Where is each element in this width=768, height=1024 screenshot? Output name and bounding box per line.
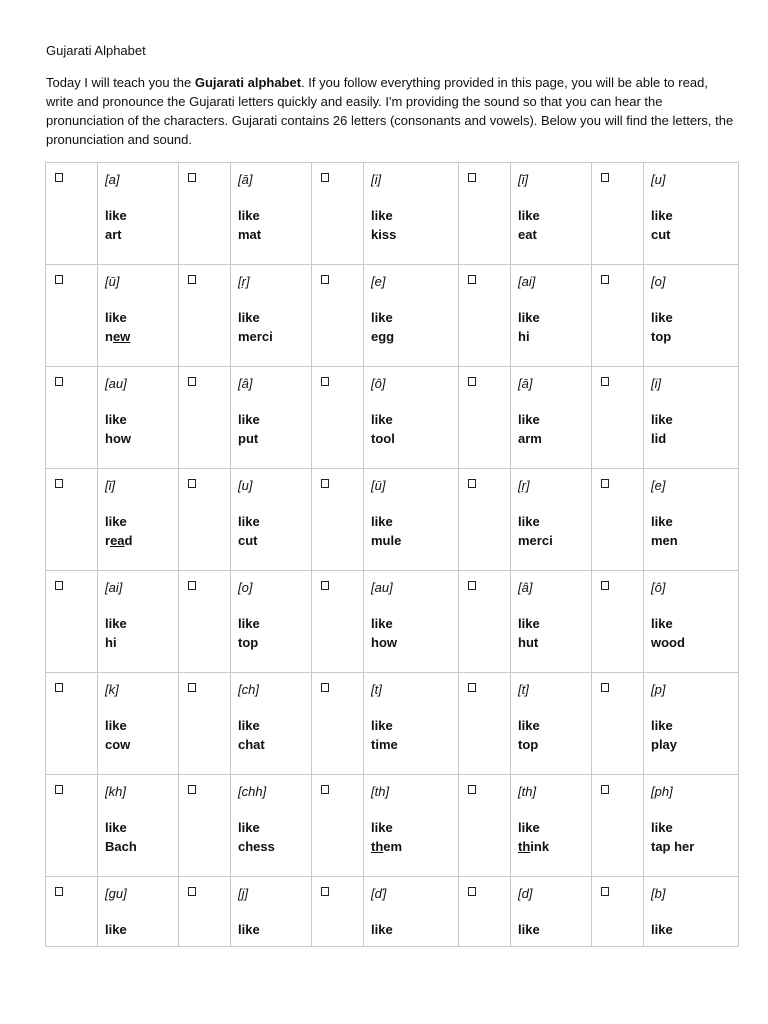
example-word: hi — [105, 635, 117, 650]
like-label: like — [371, 820, 393, 835]
missing-glyph-icon — [321, 275, 329, 284]
like-label: like — [518, 412, 540, 427]
missing-glyph-icon — [321, 173, 329, 182]
missing-glyph-icon — [601, 683, 609, 692]
missing-glyph-icon — [55, 479, 63, 488]
sound-label: [ī] — [105, 478, 116, 493]
letter-cell — [46, 775, 98, 877]
missing-glyph-icon — [468, 581, 476, 590]
table-row — [46, 571, 739, 673]
example-word: cut — [651, 227, 671, 242]
sound-label: [th] — [371, 784, 390, 799]
sound-label: [â] — [238, 376, 253, 391]
pronunciation-cell — [511, 367, 592, 469]
sound-label: [ā] — [518, 376, 533, 391]
missing-glyph-icon — [601, 581, 609, 590]
intro-text-1: Today I will teach you the — [46, 75, 195, 90]
example-word: mule — [371, 533, 402, 548]
example-word: how — [371, 635, 397, 650]
sound-label: [u] — [238, 478, 253, 493]
example-word-part: r — [105, 533, 111, 548]
sound-label: [chh] — [238, 784, 267, 799]
letter-cell — [592, 265, 644, 367]
sound-label: [ū] — [371, 478, 386, 493]
missing-glyph-icon — [188, 377, 196, 386]
like-label: like — [651, 514, 673, 529]
sound-label: [k] — [105, 682, 119, 697]
like-label: like — [238, 208, 260, 223]
example-word: time — [371, 737, 398, 752]
example-word-underlined: th — [518, 839, 531, 854]
letter-cell — [312, 469, 364, 571]
missing-glyph-icon — [468, 377, 476, 386]
missing-glyph-icon — [601, 275, 609, 284]
sound-label: [i] — [371, 172, 382, 187]
sound-label: [th] — [518, 784, 537, 799]
letter-cell — [46, 265, 98, 367]
pronunciation-cell — [231, 469, 312, 571]
intro-text-2: . If you follow everything provided in this page, you will be able to read, write and pronounce the Gujarati letters quickly and easily. I'm providing the sound so that you can hear the pronunciation of the characters. Gujarati contains 26 letters (consonants and vowels). Below you will find the letters, the pronunciation and sound. — [46, 75, 734, 147]
missing-glyph-icon — [321, 887, 329, 896]
letter-cell — [46, 673, 98, 775]
pronunciation-cell — [364, 469, 459, 571]
pronunciation-cell — [231, 571, 312, 673]
missing-glyph-icon — [55, 887, 63, 896]
like-label: like — [651, 718, 673, 733]
example-word: chat — [238, 737, 265, 752]
sound-label: [e] — [651, 478, 666, 493]
sound-label: [ā] — [238, 172, 253, 187]
letter-cell — [46, 571, 98, 673]
example-word: art — [105, 227, 122, 242]
example-word: hi — [518, 329, 530, 344]
letter-cell — [179, 877, 231, 947]
pronunciation-cell — [511, 673, 592, 775]
sound-label: [ai] — [105, 580, 123, 595]
table-row — [46, 673, 739, 775]
sound-label: [i] — [651, 376, 662, 391]
pronunciation-cell — [231, 265, 312, 367]
letter-cell — [592, 469, 644, 571]
missing-glyph-icon — [601, 479, 609, 488]
like-label: like — [371, 514, 393, 529]
letter-cell — [459, 673, 511, 775]
pronunciation-cell — [644, 877, 739, 947]
page-title: Gujarati Alphabet — [46, 43, 146, 58]
example-word: lid — [651, 431, 667, 446]
sound-label: [â] — [518, 580, 533, 595]
pronunciation-cell — [364, 571, 459, 673]
example-word: Bach — [105, 839, 137, 854]
pronunciation-cell — [644, 673, 739, 775]
table-row — [46, 469, 739, 571]
letter-cell — [459, 877, 511, 947]
pronunciation-cell — [511, 775, 592, 877]
sound-label: [ph] — [651, 784, 673, 799]
alphabet-table — [45, 162, 739, 947]
example-word: tool — [371, 431, 395, 446]
sound-label: [au] — [105, 376, 127, 391]
like-label: like — [518, 514, 540, 529]
missing-glyph-icon — [55, 581, 63, 590]
example-word: mat — [238, 227, 262, 242]
example-word: cow — [105, 737, 131, 752]
sound-label: [gu] — [105, 886, 127, 901]
missing-glyph-icon — [601, 785, 609, 794]
example-word: men — [651, 533, 678, 548]
pronunciation-cell — [511, 163, 592, 265]
letter-cell — [592, 673, 644, 775]
example-word: top — [518, 737, 539, 752]
example-word-underlined: th — [371, 839, 384, 854]
like-label: like — [238, 820, 260, 835]
pronunciation-cell — [364, 367, 459, 469]
pronunciation-cell — [364, 265, 459, 367]
missing-glyph-icon — [468, 887, 476, 896]
like-label: like — [651, 616, 673, 631]
missing-glyph-icon — [601, 377, 609, 386]
missing-glyph-icon — [188, 785, 196, 794]
like-label: like — [651, 820, 673, 835]
missing-glyph-icon — [188, 275, 196, 284]
pronunciation-cell — [98, 367, 179, 469]
example-word: egg — [371, 329, 395, 344]
sound-label: [b] — [651, 886, 666, 901]
sound-label: [j] — [238, 886, 249, 901]
like-label: like — [238, 922, 260, 937]
example-word-underlined: ea — [110, 533, 125, 548]
letter-cell — [459, 163, 511, 265]
like-label: like — [371, 616, 393, 631]
letter-cell — [592, 877, 644, 947]
like-label: like — [238, 718, 260, 733]
sound-label: [ṛ] — [518, 478, 530, 493]
like-label: like — [238, 514, 260, 529]
like-label: like — [371, 310, 393, 325]
letter-cell — [312, 673, 364, 775]
example-word-underlined: ew — [112, 329, 131, 344]
example-word: cut — [238, 533, 258, 548]
example-word — [518, 839, 591, 854]
sound-label: [a] — [105, 172, 120, 187]
example-word: kiss — [371, 227, 397, 242]
pronunciation-cell — [364, 163, 459, 265]
missing-glyph-icon — [321, 683, 329, 692]
example-word: top — [651, 329, 672, 344]
letter-cell — [592, 571, 644, 673]
pronunciation-cell — [644, 775, 739, 877]
letter-cell — [459, 367, 511, 469]
sound-label: [t] — [371, 682, 382, 697]
letter-cell — [459, 469, 511, 571]
like-label: like — [371, 412, 393, 427]
pronunciation-cell — [98, 163, 179, 265]
pronunciation-cell — [231, 877, 312, 947]
like-label: like — [518, 310, 540, 325]
like-label: like — [651, 412, 673, 427]
like-label: like — [518, 208, 540, 223]
letter-cell — [312, 265, 364, 367]
pronunciation-cell — [98, 265, 179, 367]
sound-label: [ai] — [518, 274, 536, 289]
table-row — [46, 265, 739, 367]
pronunciation-cell — [98, 877, 179, 947]
sound-label: [o] — [238, 580, 253, 595]
missing-glyph-icon — [55, 173, 63, 182]
letter-cell — [179, 367, 231, 469]
missing-glyph-icon — [55, 785, 63, 794]
pronunciation-cell — [231, 367, 312, 469]
missing-glyph-icon — [468, 479, 476, 488]
like-label: like — [105, 514, 127, 529]
letter-cell — [592, 163, 644, 265]
like-label: like — [105, 412, 127, 427]
missing-glyph-icon — [55, 683, 63, 692]
example-word — [105, 533, 178, 548]
example-word: eat — [518, 227, 537, 242]
like-label: like — [651, 922, 673, 937]
letter-cell — [46, 163, 98, 265]
sound-label: [d] — [518, 886, 533, 901]
pronunciation-cell — [644, 367, 739, 469]
like-label: like — [105, 616, 127, 631]
missing-glyph-icon — [188, 479, 196, 488]
letter-cell — [179, 469, 231, 571]
letter-cell — [46, 469, 98, 571]
like-label: like — [651, 208, 673, 223]
letter-cell — [312, 163, 364, 265]
like-label: like — [518, 616, 540, 631]
example-word — [371, 839, 458, 854]
pronunciation-cell — [364, 775, 459, 877]
sound-label: [ô] — [371, 376, 386, 391]
letter-cell — [46, 877, 98, 947]
letter-cell — [179, 673, 231, 775]
pronunciation-cell — [231, 775, 312, 877]
pronunciation-cell — [644, 163, 739, 265]
letter-cell — [312, 367, 364, 469]
sound-label: [p] — [651, 682, 666, 697]
sound-label: [ď] — [371, 886, 387, 901]
pronunciation-cell — [511, 265, 592, 367]
sound-label: [ī] — [518, 172, 529, 187]
pronunciation-cell — [231, 673, 312, 775]
letter-cell — [46, 367, 98, 469]
example-word: put — [238, 431, 259, 446]
missing-glyph-icon — [601, 887, 609, 896]
missing-glyph-icon — [188, 683, 196, 692]
sound-label: [kh] — [105, 784, 126, 799]
like-label: like — [651, 310, 673, 325]
example-word: merci — [518, 533, 553, 548]
example-word: play — [651, 737, 678, 752]
letter-cell — [179, 571, 231, 673]
pronunciation-cell — [98, 673, 179, 775]
pronunciation-cell — [644, 571, 739, 673]
missing-glyph-icon — [468, 275, 476, 284]
like-label: like — [518, 922, 540, 937]
sound-label: [o] — [651, 274, 666, 289]
sound-label: [ṛ] — [238, 274, 250, 289]
pronunciation-cell — [231, 163, 312, 265]
intro-bold-term: Gujarati alphabet — [194, 75, 302, 90]
missing-glyph-icon — [321, 785, 329, 794]
missing-glyph-icon — [321, 581, 329, 590]
example-word-part: d — [124, 533, 133, 548]
pronunciation-cell — [364, 673, 459, 775]
letter-cell — [179, 775, 231, 877]
missing-glyph-icon — [601, 173, 609, 182]
like-label: like — [105, 922, 127, 937]
sound-label: [au] — [371, 580, 393, 595]
sound-label: [ū] — [105, 274, 120, 289]
example-word: hut — [518, 635, 539, 650]
pronunciation-cell — [511, 877, 592, 947]
like-label: like — [238, 310, 260, 325]
letter-cell — [312, 877, 364, 947]
letter-cell — [459, 265, 511, 367]
table-row — [46, 775, 739, 877]
like-label: like — [105, 820, 127, 835]
pronunciation-cell — [644, 469, 739, 571]
pronunciation-cell — [511, 469, 592, 571]
missing-glyph-icon — [188, 173, 196, 182]
example-word: top — [238, 635, 259, 650]
sound-label: [e] — [371, 274, 386, 289]
sound-label: [u] — [651, 172, 666, 187]
letter-cell — [592, 775, 644, 877]
example-word: tap her — [651, 839, 695, 854]
pronunciation-cell — [98, 775, 179, 877]
example-word-part: em — [383, 839, 403, 854]
letter-cell — [179, 265, 231, 367]
example-word: wood — [651, 635, 685, 650]
table-row — [46, 367, 739, 469]
like-label: like — [371, 208, 393, 223]
missing-glyph-icon — [468, 173, 476, 182]
example-word: merci — [238, 329, 273, 344]
example-word — [105, 329, 178, 344]
letter-cell — [459, 775, 511, 877]
example-word-part: n — [105, 329, 113, 344]
missing-glyph-icon — [468, 683, 476, 692]
missing-glyph-icon — [55, 377, 63, 386]
like-label: like — [518, 820, 540, 835]
example-word: chess — [238, 839, 275, 854]
like-label: like — [371, 718, 393, 733]
sound-label: [ô] — [651, 580, 666, 595]
table-row — [46, 877, 739, 947]
sound-label: [ch] — [238, 682, 259, 697]
sound-label: [t] — [518, 682, 529, 697]
missing-glyph-icon — [321, 479, 329, 488]
example-word-part: ink — [530, 839, 550, 854]
like-label: like — [518, 718, 540, 733]
like-label: like — [105, 718, 127, 733]
pronunciation-cell — [98, 571, 179, 673]
letter-cell — [459, 571, 511, 673]
missing-glyph-icon — [468, 785, 476, 794]
like-label: like — [238, 616, 260, 631]
like-label: like — [238, 412, 260, 427]
like-label: like — [105, 310, 127, 325]
missing-glyph-icon — [188, 581, 196, 590]
example-word: arm — [518, 431, 542, 446]
example-word: how — [105, 431, 131, 446]
letter-cell — [312, 571, 364, 673]
missing-glyph-icon — [55, 275, 63, 284]
like-label: like — [371, 922, 393, 937]
pronunciation-cell — [364, 877, 459, 947]
like-label: like — [105, 208, 127, 223]
table-row — [46, 163, 739, 265]
letter-cell — [312, 775, 364, 877]
missing-glyph-icon — [321, 377, 329, 386]
pronunciation-cell — [98, 469, 179, 571]
missing-glyph-icon — [188, 887, 196, 896]
letter-cell — [179, 163, 231, 265]
intro-paragraph — [46, 73, 736, 149]
letter-cell — [592, 367, 644, 469]
pronunciation-cell — [644, 265, 739, 367]
pronunciation-cell — [511, 571, 592, 673]
